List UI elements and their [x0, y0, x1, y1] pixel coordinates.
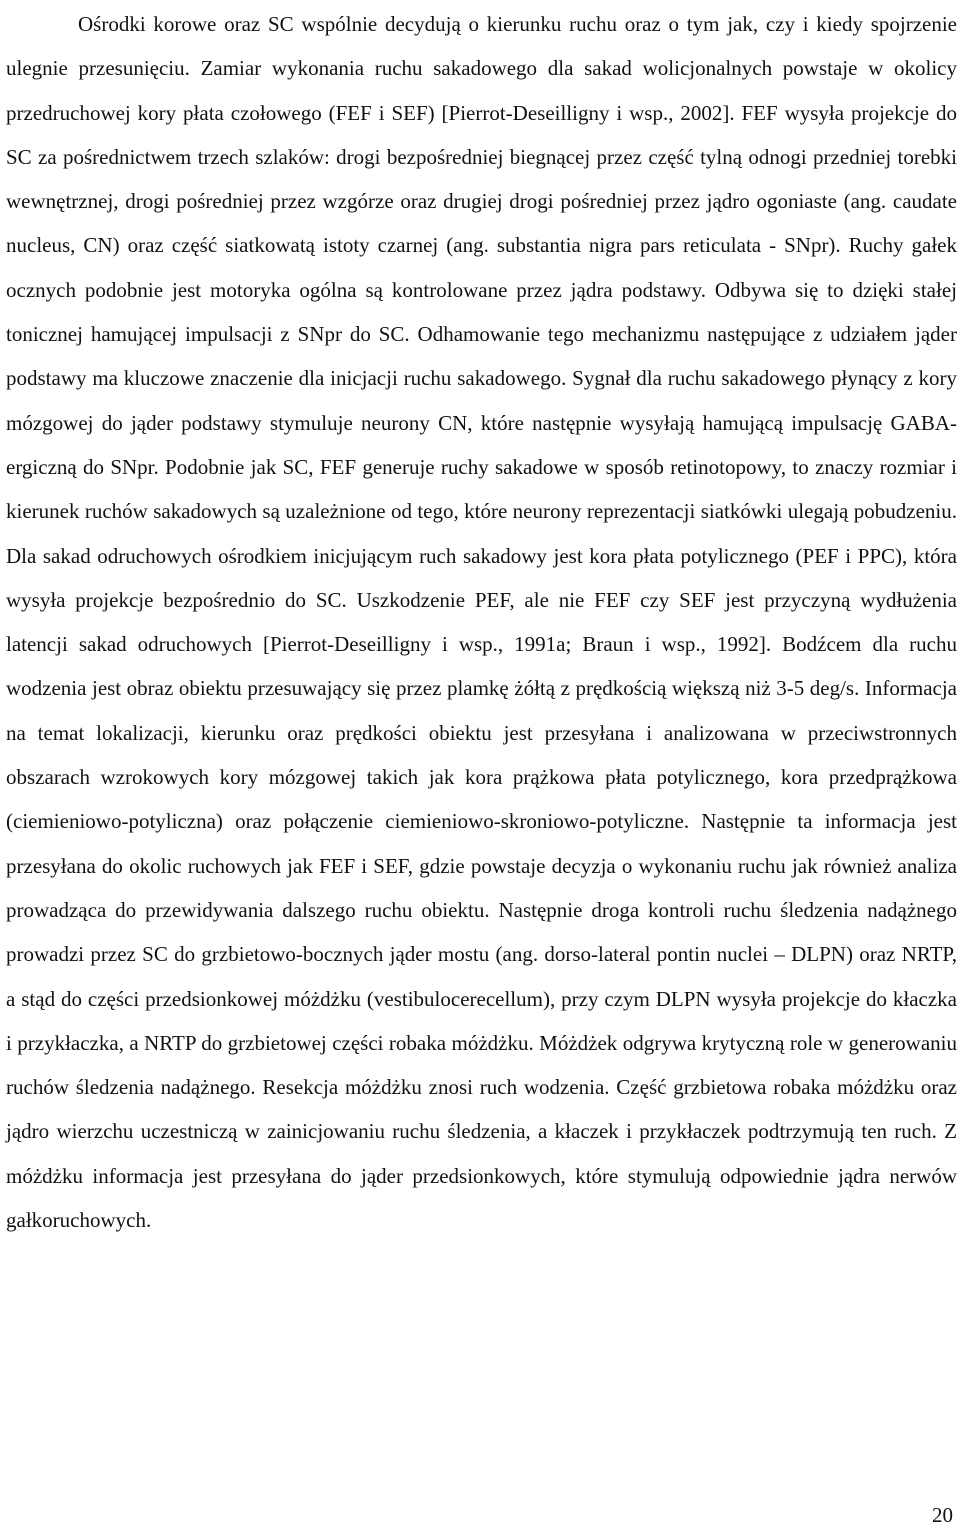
body-paragraph: Ośrodki korowe oraz SC wspólnie decydują o kierunku ruchu oraz o tym jak, czy i kiedy spojrzenie ulegnie przesunięciu. Zamiar wykonania ruchu sakadowego dla sakad wolicjonalnych powstaje w okolicy przedruchowej kory płata czołowego (FEF i SEF) [Pierrot-Deseilligny i wsp., 2002]. FEF wysyła projekcje do SC za pośrednictwem trzech szlaków: drogi bezpośredniej biegnącej przez część tylną odnogi przedniej torebki wewnętrznej, drogi pośredniej przez wzgórze oraz drugiej drogi pośredniej przez jądro ogoniaste (ang. caudate nucleus, CN) oraz część siatkowatą istoty czarnej (ang. substantia nigra pars reticulata - SNpr). Ruchy gałek ocznych podobnie jest motoryka ogólna są kontrolowane przez jądra podstawy. Odbywa się to dzięki stałej tonicznej hamującej impulsacji z SNpr do SC. Odhamowanie tego mechanizmu następujące z udziałem jąder podstawy ma kluczowe znaczenie dla inicjacji ruchu sakadowego. Sygnał dla ruchu sakadowego płynący z kory mózgowej do jąder podstawy stymuluje neurony CN, które następnie wysyłają hamującą impulsację GABA-ergiczną do SNpr. Podobnie jak SC, FEF generuje ruchy sakadowe w sposób retinotopowy, to znaczy rozmiar i kierunek ruchów sakadowych są uzależnione od tego, które neurony reprezentacji siatkówki ulegają pobudzeniu. Dla sakad odruchowych ośrodkiem inicjującym ruch sakadowy jest kora płata potylicznego (PEF i PPC), która wysyła projekcje bezpośrednio do SC. Uszkodzenie PEF, ale nie FEF czy SEF jest przyczyną wydłużenia latencji sakad odruchowych [Pierrot-Deseilligny i wsp., 1991a; Braun i wsp., 1992]. Bodźcem dla ruchu wodzenia jest obraz obiektu przesuwający się przez plamkę żółtą z prędkością większą niż 3-5 deg/s. Informacja na temat lokalizacji, kierunku oraz prędkości obiektu jest przesyłana i analizowana w przeciwstronnych obszarach wzrokowych kory mózgowej takich jak kora prążkowa płata potylicznego, kora przedprążkowa (ciemieniowo-potyliczna) oraz połączenie ciemieniowo-skroniowo-potyliczne. Następnie ta informacja jest przesyłana do okolic ruchowych jak FEF i SEF, gdzie powstaje decyzja o wykonaniu ruchu jak również analiza prowadząca do przewidywania dalszego ruchu obiektu. Następnie droga kontroli ruchu śledzenia nadążnego prowadzi przez SC do grzbietowo-bocznych jąder mostu (ang. dorso-lateral pontin nuclei – DLPN) oraz NRTP, a stąd do części przedsionkowej móżdżku (vestibulocerecellum), przy czym DLPN wysyła projekcje do kłaczka i przykłaczka, a NRTP do grzbietowej części robaka móżdżku. Móżdżek odgrywa krytyczną role w generowaniu ruchów śledzenia nadążnego. Resekcja móżdżku znosi ruch wodzenia. Część grzbietowa robaka móżdżku oraz jądro wierzchu uczestniczą w zainicjowaniu ruchu śledzenia, a kłaczek i przykłaczek podtrzymują ten ruch. Z móżdżku informacja jest przesyłana do jąder przedsionkowych, które stymulują odpowiednie jądra nerwów gałkoruchowych. [6, 12, 957, 1233]
page-number: 20 [932, 1503, 953, 1527]
document-page [6, 0, 957, 1534]
